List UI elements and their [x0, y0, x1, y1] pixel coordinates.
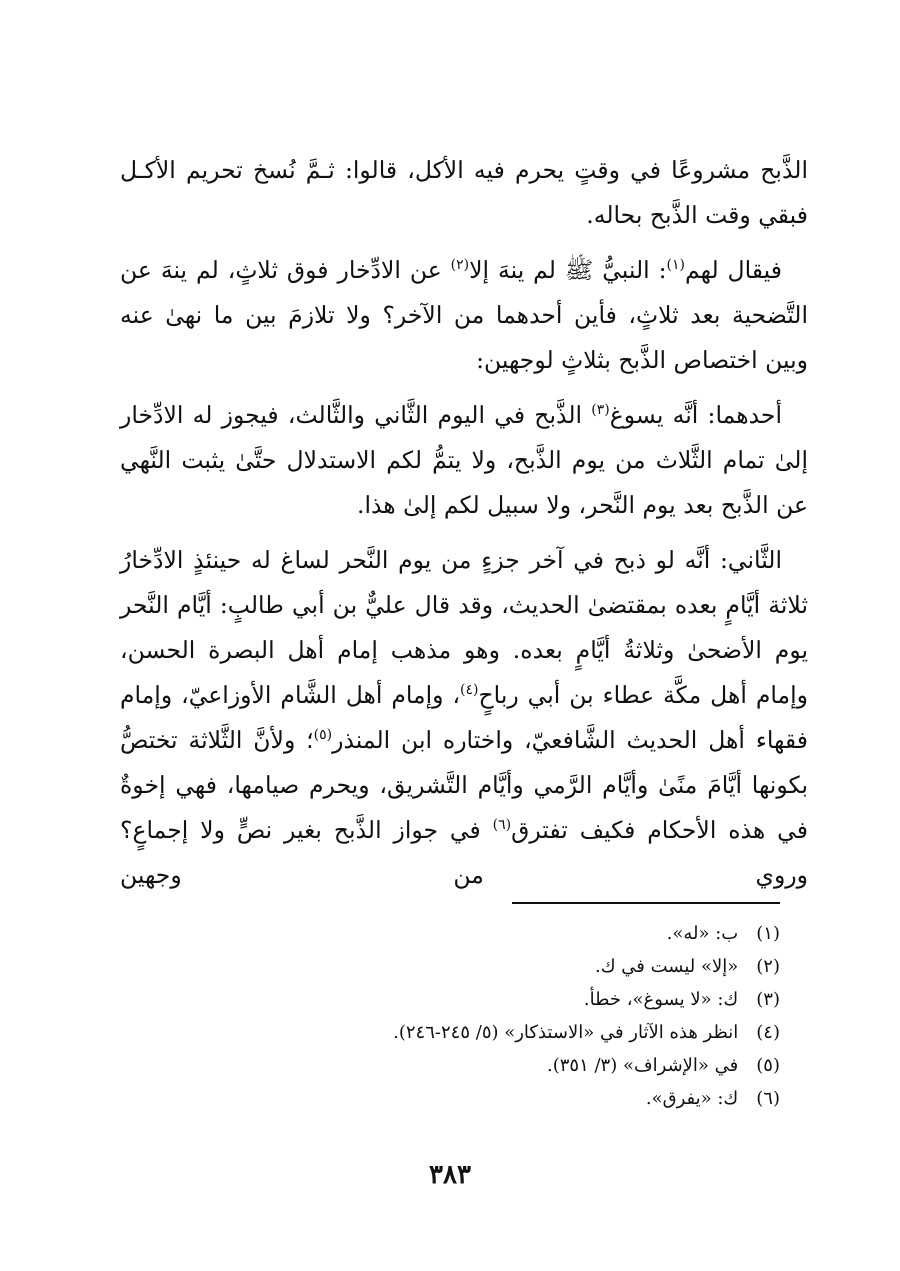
- footnote-item: [92, 983, 780, 1016]
- footnote-item: [92, 917, 780, 950]
- footnote-ref-4[interactable]: (٤): [460, 682, 479, 698]
- footnote-text: ب: «له».: [666, 923, 739, 944]
- footnote-item: [92, 950, 780, 983]
- footnote-text: في «الإشراف» (٣/ ٣٥١).: [546, 1055, 739, 1076]
- paragraph-1-text: الذَّبح مشروعًا في وقتٍ يحرم فيه الأكل، قالوا: ثـمَّ نُسخ تحريم الأكـل فبقي وقت الذَّبح بحاله.: [120, 156, 808, 229]
- footnote-number: (٥): [756, 1055, 780, 1076]
- footnote-separator: [512, 902, 780, 904]
- paragraph-2-text-c: عن الادِّخار فوق ثلاثٍ، لم ينهَ عن التَّضحية بعد ثلاثٍ، فأين أحدهما من الآخر؟ ولا تلازمَ بين ما نهىٰ عنه وبين اختصاص الذَّبح بثلاثٍ لوجهين:: [120, 256, 808, 374]
- page-number: ٣٨٣: [429, 1160, 471, 1190]
- footnote-item: [92, 1082, 780, 1115]
- paragraph-2-text-a: فيقال لهم: [684, 256, 782, 284]
- footnote-number: (١): [756, 923, 780, 944]
- footnote-number: (٣): [756, 989, 780, 1010]
- paragraph-4-text-d: في جواز الذَّبح بغير نصٍّ ولا إجماعٍ؟ وروي من وجهين: [120, 816, 808, 889]
- footnote-text: ك: «لا يسوغ»، خطأ.: [583, 989, 739, 1010]
- page-body: [120, 148, 808, 908]
- paragraph-2-text-b: : النبيُّ ﷺ لم ينهَ إلا: [469, 256, 667, 284]
- paragraph-3: [120, 393, 808, 528]
- footnote-item: [92, 1049, 780, 1082]
- paragraph-4: [120, 538, 808, 898]
- footnote-ref-3[interactable]: (٣): [591, 402, 610, 418]
- footnote-number: (٦): [756, 1088, 780, 1109]
- footnote-ref-2[interactable]: (٢): [450, 257, 470, 273]
- paragraph-4-text-a: الثَّاني: أنَّه لو ذبح في آخر جزءٍ من يوم النَّحر لساغ له حينئذٍ الادِّخارُ ثلاثة أيَّامٍ بعده بمقتضىٰ الحديث، وقد قال عليٌّ بن أبي طالبٍ: أيَّام النَّحر يوم الأضحىٰ وثلاثةُ أيَّامٍ بعده. وهو مذهب إمام أهل البصرة الحسن، وإمام أهل مكَّة عطاء بن أبي رباحٍ: [120, 546, 808, 709]
- paragraph-3-text-a: أحدهما: أنَّه يسوغ: [609, 401, 782, 429]
- footnote-item: [92, 1016, 780, 1049]
- paragraph-4-text-c: ؛ ولأنَّ الثَّلاثة تختصُّ بكونها أيَّامَ منًىٰ وأيَّام الرَّمي وأيَّام التَّشريق، ويحرم صيامها، فهي إخوةٌ في هذه الأحكام فكيف تفترق: [120, 726, 808, 844]
- paragraph-1: [120, 148, 808, 238]
- footnote-number: (٤): [756, 1022, 780, 1043]
- footnote-ref-6[interactable]: (٦): [492, 817, 512, 833]
- paragraph-4-text-b: ، وإمام أهل الشَّام الأوزاعيّ، وإمام فقهاء أهل الحديث الشَّافعيّ، واختاره ابن المنذر: [120, 681, 808, 754]
- footnote-list: [92, 917, 780, 1115]
- footnote-ref-5[interactable]: (٥): [313, 727, 333, 743]
- footnote-number: (٢): [756, 956, 780, 977]
- paragraph-2: [120, 248, 808, 383]
- footnote-text: ك: «يفرق».: [645, 1088, 739, 1109]
- footnote-ref-1[interactable]: (١): [666, 257, 685, 273]
- footnote-text: انظر هذه الآثار في «الاستذكار» (٥/ ٢٤٥-٢٤٦).: [393, 1022, 739, 1043]
- footnote-text: «إلا» ليست في ك.: [594, 956, 739, 977]
- paragraph-3-text-b: الذَّبح في اليوم الثَّاني والثَّالث، فيجوز له الادِّخار إلىٰ تمام الثَّلاث من يوم الذَّبح، ولا يتمُّ لكم الاستدلال حتَّىٰ يثبت النَّهي عن الذَّبح بعد يوم النَّحر، ولا سبيل لكم إلىٰ هذا.: [120, 401, 808, 519]
